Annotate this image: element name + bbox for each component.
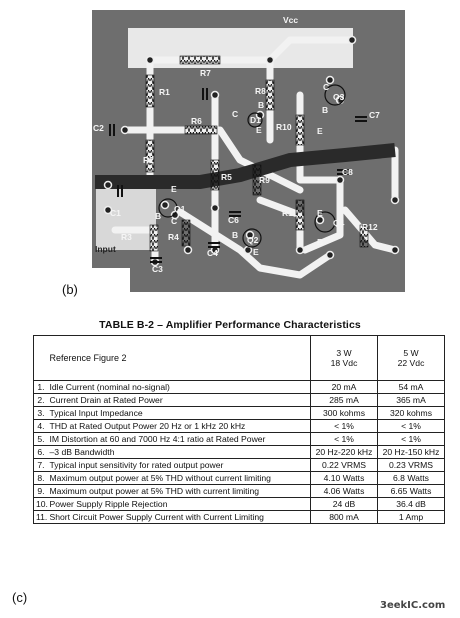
table-row — [34, 394, 445, 407]
row-value-3w: 300 kohms — [311, 407, 378, 420]
row-number: 5. — [34, 433, 48, 446]
row-number: 3. — [34, 407, 48, 420]
resistor-r3 — [150, 225, 158, 251]
resistor-r8 — [266, 80, 274, 110]
performance-table — [33, 335, 445, 524]
row-value-3w: 20 mA — [311, 381, 378, 394]
header-col-3w: 3 W 18 Vdc — [311, 336, 378, 381]
watermark: 3eekIC.com — [380, 600, 446, 611]
table-row — [34, 407, 445, 420]
label-e-q3: E — [317, 126, 323, 136]
label-input: Input — [95, 244, 116, 254]
table-title: TABLE B-2 – Amplifier Performance Characteristics — [99, 319, 361, 331]
table-row — [34, 381, 445, 394]
label-b-q1: B — [155, 211, 162, 221]
label-r12: R12 — [362, 222, 378, 232]
label-b-q2: B — [232, 230, 239, 240]
label-e-top: E — [256, 125, 262, 135]
label-e-r11: E — [317, 208, 323, 218]
label-c-d1: C — [232, 109, 239, 119]
row-description: Maximum output power at 5% THD without current limiting — [48, 472, 311, 485]
row-value-5w: 1 Amp — [378, 511, 445, 524]
header-col-5w: 5 W 22 Vdc — [378, 336, 445, 381]
row-value-3w: < 1% — [311, 433, 378, 446]
label-b-top: B — [322, 105, 329, 115]
label-r8: R8 — [255, 86, 266, 96]
row-number: 2. — [34, 394, 48, 407]
label-c7: C7 — [369, 110, 380, 120]
row-value-5w: < 1% — [378, 420, 445, 433]
label-r5: R5 — [221, 172, 232, 182]
label-r4: R4 — [168, 232, 179, 242]
row-description: Typical input sensitivity for rated output power — [48, 459, 311, 472]
row-description: Current Drain at Rated Power — [48, 394, 311, 407]
row-value-3w: 285 mA — [311, 394, 378, 407]
label-r6: R6 — [191, 116, 202, 126]
label-r1: R1 — [159, 87, 170, 97]
header-reference: Reference Figure 2 — [48, 336, 311, 381]
table-row — [34, 433, 445, 446]
table-row — [34, 498, 445, 511]
label-c4: C4 — [207, 248, 218, 258]
row-value-3w: 24 dB — [311, 498, 378, 511]
row-number: 10. — [34, 498, 48, 511]
resistor-r4 — [182, 220, 190, 246]
table-row — [34, 446, 445, 459]
row-value-3w: 20 Hz-220 kHz — [311, 446, 378, 459]
row-value-3w: 800 mA — [311, 511, 378, 524]
row-number: 7. — [34, 459, 48, 472]
label-c6: C6 — [228, 215, 239, 225]
row-number: 8. — [34, 472, 48, 485]
row-value-5w: 36.4 dB — [378, 498, 445, 511]
row-value-5w: 54 mA — [378, 381, 445, 394]
row-value-5w: 320 kohms — [378, 407, 445, 420]
label-c-q1: C — [171, 216, 178, 226]
label-e-bot: E — [253, 247, 259, 257]
row-value-5w: 6.65 Watts — [378, 485, 445, 498]
label-d1: D1 — [250, 115, 261, 125]
table-row — [34, 511, 445, 524]
row-value-5w: 365 mA — [378, 394, 445, 407]
resistor-r11 — [296, 200, 304, 230]
label-b-r8: B — [258, 100, 265, 110]
row-value-5w: 20 Hz-150 kHz — [378, 446, 445, 459]
label-c2: C2 — [93, 123, 104, 133]
row-number: 1. — [34, 381, 48, 394]
resistor-r7 — [180, 56, 220, 64]
label-c3: C3 — [152, 264, 163, 274]
figure-b-label: (b) — [62, 282, 78, 297]
table-row — [34, 485, 445, 498]
row-number: 9. — [34, 485, 48, 498]
label-q1: Q1 — [174, 204, 186, 214]
table-header-row — [34, 336, 445, 381]
row-description: IM Distortion at 60 and 7000 Hz 4:1 ratio at Rated Power — [48, 433, 311, 446]
resistor-r5 — [211, 160, 219, 190]
row-description: THD at Rated Output Power 20 Hz or 1 kHz 20 kHz — [48, 420, 311, 433]
row-description: Maximum output power at 5% THD with current limiting — [48, 485, 311, 498]
resistor-r1 — [146, 75, 154, 107]
pcb-layout-figure — [0, 0, 460, 300]
label-c1: C1 — [110, 208, 121, 218]
figure-c-label: (c) — [12, 590, 28, 605]
label-vcc: Vcc — [283, 15, 299, 25]
row-value-5w: 0.23 VRMS — [378, 459, 445, 472]
row-value-3w: 4.10 Watts — [311, 472, 378, 485]
label-q3: Q3 — [333, 92, 345, 102]
row-number: 4. — [34, 420, 48, 433]
row-description: Typical Input Impedance — [48, 407, 311, 420]
row-value-3w: 4.06 Watts — [311, 485, 378, 498]
row-number: 11. — [34, 511, 48, 524]
label-r3: R3 — [121, 232, 132, 242]
label-r9: R9 — [259, 175, 270, 185]
row-value-3w: 0.22 VRMS — [311, 459, 378, 472]
row-number: 6. — [34, 446, 48, 459]
label-r11: R11 — [282, 208, 298, 218]
label-r2: R2 — [143, 155, 154, 165]
label-q2: Q2 — [247, 235, 259, 245]
row-description: Short Circuit Power Supply Current with Current Limiting — [48, 511, 311, 524]
resistor-r6 — [185, 126, 217, 134]
row-description: –3 dB Bandwidth — [48, 446, 311, 459]
label-c8: C8 — [342, 167, 353, 177]
table-row — [34, 420, 445, 433]
table-row — [34, 459, 445, 472]
table-row — [34, 472, 445, 485]
label-r10: R10 — [276, 122, 292, 132]
row-description: Power Supply Ripple Rejection — [48, 498, 311, 511]
label-c-top: C — [323, 82, 330, 92]
label-r7: R7 — [200, 68, 211, 78]
label-q4: Q4 — [333, 218, 345, 228]
row-description: Idle Current (nominal no-signal) — [48, 381, 311, 394]
row-value-5w: 6.8 Watts — [378, 472, 445, 485]
row-value-5w: < 1% — [378, 433, 445, 446]
row-value-3w: < 1% — [311, 420, 378, 433]
resistor-r10 — [296, 115, 304, 145]
label-b-q4: B — [317, 237, 324, 247]
label-e-mid: E — [171, 184, 177, 194]
